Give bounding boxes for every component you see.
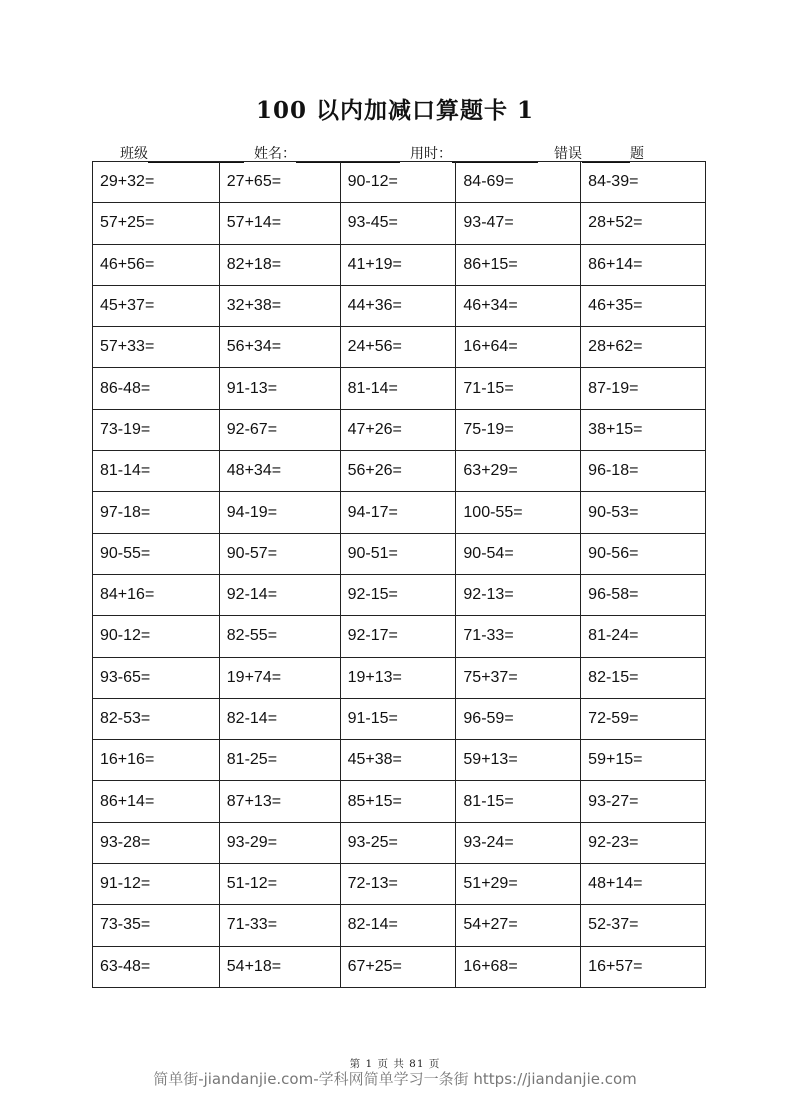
page-title: 100 以内加减口算题卡 1 bbox=[255, 97, 535, 124]
problem-cell: 44+36= bbox=[340, 285, 456, 326]
problem-cell: 82-53= bbox=[93, 698, 220, 739]
problem-cell: 82-15= bbox=[581, 657, 706, 698]
name-label: 姓名： bbox=[254, 146, 296, 162]
problem-cell: 90-12= bbox=[340, 162, 456, 203]
problem-cell: 92-67= bbox=[219, 409, 340, 450]
table-row bbox=[93, 162, 706, 203]
problem-cell: 82+18= bbox=[219, 244, 340, 285]
page-number: 第 1 页 共 81 页 bbox=[349, 1058, 441, 1070]
problem-cell: 16+57= bbox=[581, 946, 706, 987]
problem-cell: 46+34= bbox=[456, 285, 581, 326]
problem-cell: 93-65= bbox=[93, 657, 220, 698]
table-row bbox=[93, 698, 706, 739]
problem-cell: 93-24= bbox=[456, 822, 581, 863]
problem-cell: 92-17= bbox=[340, 616, 456, 657]
problem-cell: 91-15= bbox=[340, 698, 456, 739]
problem-cell: 46+56= bbox=[93, 244, 220, 285]
problem-cell: 93-45= bbox=[340, 203, 456, 244]
problem-cell: 92-15= bbox=[340, 574, 456, 615]
problem-cell: 85+15= bbox=[340, 781, 456, 822]
problem-cell: 51-12= bbox=[219, 864, 340, 905]
problem-cell: 29+32= bbox=[93, 162, 220, 203]
table-row bbox=[93, 616, 706, 657]
problem-cell: 93-28= bbox=[93, 822, 220, 863]
problem-cell: 91-13= bbox=[219, 368, 340, 409]
table-row bbox=[93, 451, 706, 492]
problem-table bbox=[92, 161, 706, 988]
problem-cell: 67+25= bbox=[340, 946, 456, 987]
problem-cell: 96-18= bbox=[581, 451, 706, 492]
problem-cell: 90-56= bbox=[581, 533, 706, 574]
table-row bbox=[93, 244, 706, 285]
problem-cell: 71-33= bbox=[219, 905, 340, 946]
problem-cell: 52-37= bbox=[581, 905, 706, 946]
problem-cell: 27+65= bbox=[219, 162, 340, 203]
table-row bbox=[93, 533, 706, 574]
problem-cell: 16+64= bbox=[456, 327, 581, 368]
problem-cell: 87-19= bbox=[581, 368, 706, 409]
problem-cell: 90-57= bbox=[219, 533, 340, 574]
problem-cell: 84-39= bbox=[581, 162, 706, 203]
problem-cell: 54+18= bbox=[219, 946, 340, 987]
problem-cell: 41+19= bbox=[340, 244, 456, 285]
problem-cell: 45+37= bbox=[93, 285, 220, 326]
problem-cell: 81-25= bbox=[219, 740, 340, 781]
table-row bbox=[93, 285, 706, 326]
error-suffix: 题 bbox=[630, 146, 644, 162]
problem-cell: 84+16= bbox=[93, 574, 220, 615]
problem-cell: 86+14= bbox=[581, 244, 706, 285]
problem-cell: 16+16= bbox=[93, 740, 220, 781]
problem-cell: 47+26= bbox=[340, 409, 456, 450]
problem-cell: 59+13= bbox=[456, 740, 581, 781]
problem-cell: 93-29= bbox=[219, 822, 340, 863]
problem-cell: 82-55= bbox=[219, 616, 340, 657]
problem-cell: 90-54= bbox=[456, 533, 581, 574]
table-row bbox=[93, 203, 706, 244]
problem-cell: 86+14= bbox=[93, 781, 220, 822]
problem-cell: 81-14= bbox=[340, 368, 456, 409]
problem-cell: 94-19= bbox=[219, 492, 340, 533]
student-info-row bbox=[120, 143, 644, 163]
problem-cell: 90-12= bbox=[93, 616, 220, 657]
problem-cell: 24+56= bbox=[340, 327, 456, 368]
problem-cell: 90-51= bbox=[340, 533, 456, 574]
problem-cell: 63+29= bbox=[456, 451, 581, 492]
problem-cell: 56+34= bbox=[219, 327, 340, 368]
problem-cell: 71-33= bbox=[456, 616, 581, 657]
problem-cell: 48+34= bbox=[219, 451, 340, 492]
problem-cell: 86+15= bbox=[456, 244, 581, 285]
error-label: 错误 bbox=[554, 146, 582, 162]
problem-cell: 73-19= bbox=[93, 409, 220, 450]
problem-cell: 59+15= bbox=[581, 740, 706, 781]
problem-cell: 91-12= bbox=[93, 864, 220, 905]
problem-cell: 57+25= bbox=[93, 203, 220, 244]
table-row bbox=[93, 492, 706, 533]
problem-cell: 19+13= bbox=[340, 657, 456, 698]
table-row bbox=[93, 409, 706, 450]
problem-cell: 73-35= bbox=[93, 905, 220, 946]
problem-cell: 72-59= bbox=[581, 698, 706, 739]
problem-cell: 48+14= bbox=[581, 864, 706, 905]
problem-cell: 56+26= bbox=[340, 451, 456, 492]
problem-cell: 100-55= bbox=[456, 492, 581, 533]
problem-cell: 46+35= bbox=[581, 285, 706, 326]
problem-cell: 75+37= bbox=[456, 657, 581, 698]
problem-cell: 92-14= bbox=[219, 574, 340, 615]
problem-cell: 90-53= bbox=[581, 492, 706, 533]
problem-cell: 93-47= bbox=[456, 203, 581, 244]
problem-table-body bbox=[93, 162, 706, 988]
problem-cell: 96-58= bbox=[581, 574, 706, 615]
problem-cell: 28+52= bbox=[581, 203, 706, 244]
problem-cell: 92-13= bbox=[456, 574, 581, 615]
problem-cell: 86-48= bbox=[93, 368, 220, 409]
problem-cell: 93-27= bbox=[581, 781, 706, 822]
site-watermark: 简单街-jiandanjie.com-学科网简单学习一条街 https://jiandanjie.com bbox=[153, 1070, 637, 1088]
time-label: 用时： bbox=[410, 146, 452, 162]
table-row bbox=[93, 864, 706, 905]
problem-cell: 81-15= bbox=[456, 781, 581, 822]
problem-cell: 90-55= bbox=[93, 533, 220, 574]
problem-cell: 51+29= bbox=[456, 864, 581, 905]
problem-cell: 57+33= bbox=[93, 327, 220, 368]
problem-cell: 54+27= bbox=[456, 905, 581, 946]
problem-cell: 94-17= bbox=[340, 492, 456, 533]
problem-cell: 45+38= bbox=[340, 740, 456, 781]
table-row bbox=[93, 327, 706, 368]
problem-cell: 28+62= bbox=[581, 327, 706, 368]
table-row bbox=[93, 657, 706, 698]
problem-cell: 92-23= bbox=[581, 822, 706, 863]
problem-cell: 72-13= bbox=[340, 864, 456, 905]
problem-cell: 32+38= bbox=[219, 285, 340, 326]
problem-cell: 16+68= bbox=[456, 946, 581, 987]
problem-cell: 63-48= bbox=[93, 946, 220, 987]
problem-cell: 97-18= bbox=[93, 492, 220, 533]
problem-cell: 93-25= bbox=[340, 822, 456, 863]
problem-cell: 57+14= bbox=[219, 203, 340, 244]
table-row bbox=[93, 905, 706, 946]
table-row bbox=[93, 574, 706, 615]
table-row bbox=[93, 946, 706, 987]
problem-cell: 81-24= bbox=[581, 616, 706, 657]
problem-cell: 81-14= bbox=[93, 451, 220, 492]
class-label: 班级 bbox=[120, 146, 148, 162]
problem-cell: 82-14= bbox=[219, 698, 340, 739]
table-row bbox=[93, 781, 706, 822]
problem-cell: 82-14= bbox=[340, 905, 456, 946]
problem-cell: 71-15= bbox=[456, 368, 581, 409]
table-row bbox=[93, 822, 706, 863]
table-row bbox=[93, 740, 706, 781]
problem-cell: 38+15= bbox=[581, 409, 706, 450]
problem-cell: 87+13= bbox=[219, 781, 340, 822]
problem-cell: 75-19= bbox=[456, 409, 581, 450]
problem-cell: 96-59= bbox=[456, 698, 581, 739]
problem-cell: 84-69= bbox=[456, 162, 581, 203]
table-row bbox=[93, 368, 706, 409]
problem-cell: 19+74= bbox=[219, 657, 340, 698]
